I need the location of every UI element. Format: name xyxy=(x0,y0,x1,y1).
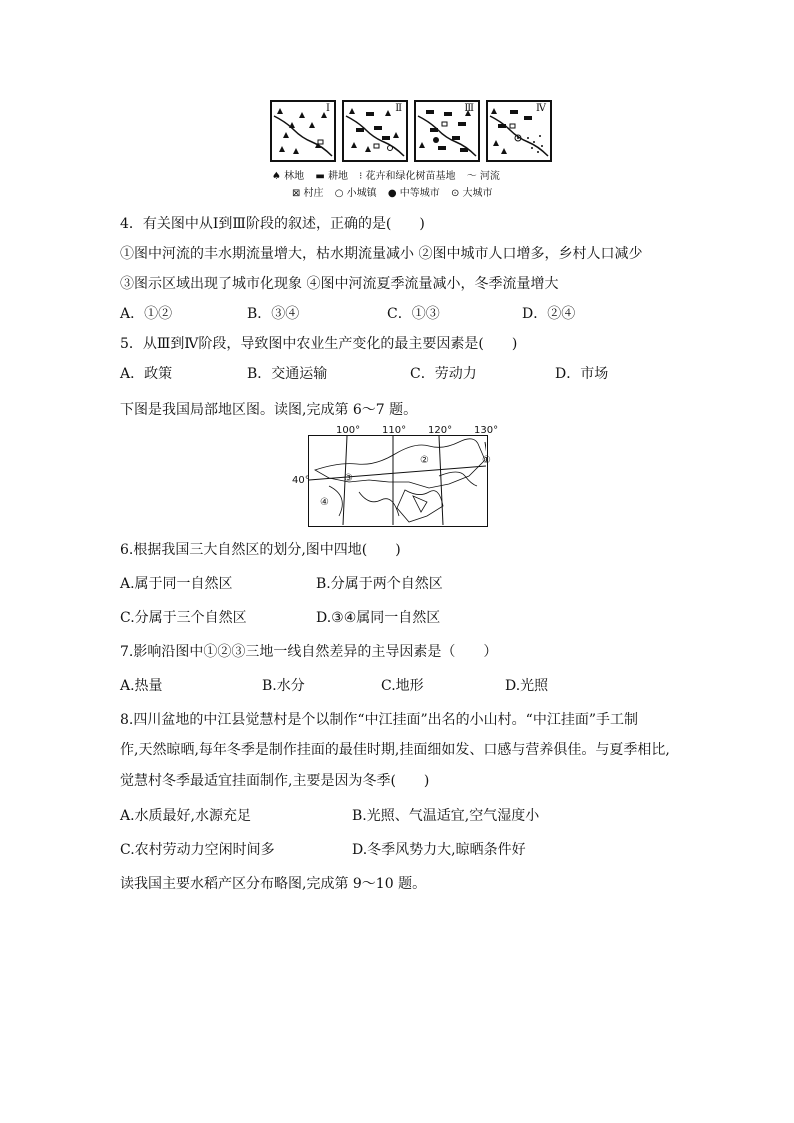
place-2: ② xyxy=(420,455,429,466)
legend-medium-city: ● 中等城市 xyxy=(387,188,440,199)
intro-q6-7: 下图是我国局部地区图。读图,完成第 6～7 题。 xyxy=(120,402,418,418)
panel-label: Ⅰ xyxy=(326,103,330,114)
q7-stem: 7.影响沿图中①②③三地一线自然差异的主导因素是（ ） xyxy=(120,644,498,660)
q5-stem: 5．从Ⅲ到Ⅳ阶段，导致图中农业生产变化的最主要因素是( ) xyxy=(120,336,518,352)
legend-nursery: ⁝ 花卉和绿化树苗基地 xyxy=(359,171,456,182)
longitude-label: 130° xyxy=(474,425,499,436)
legend-small-town: ○ 小城镇 xyxy=(334,188,377,199)
stage-panel-2 xyxy=(342,100,408,162)
legend-row-2 xyxy=(292,184,501,199)
q8-stem-3: 觉慧村冬季最适宜挂面制作,主要是因为冬季( ) xyxy=(120,773,430,789)
legend-row-1 xyxy=(272,167,508,182)
q8-stem-2: 作,天然晾晒,每年冬季是制作挂面的最佳时期,挂面细如发、口感与营养俱佳。与夏季相比, xyxy=(120,742,670,758)
q6-option-a[interactable]: A.属于同一自然区 xyxy=(120,576,233,592)
panel-label: Ⅳ xyxy=(536,103,546,114)
q4-statements-2: ③图示区域出现了城市化现象 ④图中河流夏季流量减小，冬季流量增大 xyxy=(120,276,559,292)
stage-panel-3 xyxy=(414,100,480,162)
china-region-map xyxy=(292,425,502,531)
q6-option-c[interactable]: C.分属于三个自然区 xyxy=(120,610,247,626)
q7-option-b[interactable]: B.水分 xyxy=(262,678,305,694)
place-3: ③ xyxy=(344,473,353,484)
stage-diagram xyxy=(270,100,552,166)
legend-forest: ♠ 林地 xyxy=(272,171,305,182)
stage-panel-1 xyxy=(270,100,336,162)
q5-option-c[interactable]: C．劳动力 xyxy=(410,366,477,382)
q5-option-d[interactable]: D．市场 xyxy=(555,366,609,382)
q6-option-b[interactable]: B.分属于两个自然区 xyxy=(316,576,443,592)
legend-river: 〜 河流 xyxy=(466,171,500,182)
q6-stem: 6.根据我国三大自然区的划分,图中四地( ) xyxy=(120,542,401,558)
legend-farmland: ▬ 耕地 xyxy=(315,171,348,182)
q4-stem: 4．有关图中从Ⅰ到Ⅲ阶段的叙述，正确的是( ) xyxy=(120,216,425,232)
panel-1-drawing xyxy=(272,102,334,160)
q4-option-c[interactable]: C．①③ xyxy=(387,306,440,322)
q8-stem-1: 8.四川盆地的中江县觉慧村是个以制作“中江挂面”出名的小山村。“中江挂面”手工制 xyxy=(120,712,638,728)
q4-option-b[interactable]: B．③④ xyxy=(247,306,300,322)
q8-option-a[interactable]: A.水质最好,水源充足 xyxy=(120,808,252,824)
q4-option-d[interactable]: D．②④ xyxy=(522,306,576,322)
q8-option-b[interactable]: B.光照、气温适宜,空气湿度小 xyxy=(352,808,540,824)
legend-large-city: ⊙ 大城市 xyxy=(450,188,493,199)
place-1: ① xyxy=(482,455,491,466)
q4-option-a[interactable]: A．①② xyxy=(120,306,173,322)
panel-label: Ⅲ xyxy=(464,103,474,114)
map-frame xyxy=(308,435,488,527)
intro-q9-10: 读我国主要水稻产区分布略图,完成第 9～10 题。 xyxy=(120,876,427,892)
stage-panel-4 xyxy=(486,100,552,162)
q8-option-d[interactable]: D.冬季风势力大,晾晒条件好 xyxy=(352,842,526,858)
longitude-label: 120° xyxy=(428,425,453,436)
longitude-label: 110° xyxy=(382,425,407,436)
q5-option-a[interactable]: A．政策 xyxy=(120,366,173,382)
legend-village: ⊠ 村庄 xyxy=(292,188,324,199)
q8-option-c[interactable]: C.农村劳动力空闲时间多 xyxy=(120,842,275,858)
q7-option-a[interactable]: A.热量 xyxy=(120,678,163,694)
q6-option-d[interactable]: D.③④属同一自然区 xyxy=(316,610,441,626)
q5-option-b[interactable]: B．交通运输 xyxy=(247,366,328,382)
q7-option-d[interactable]: D.光照 xyxy=(505,678,549,694)
panel-label: Ⅱ xyxy=(395,103,402,114)
place-4: ④ xyxy=(320,497,329,508)
longitude-label: 100° xyxy=(336,425,361,436)
map-drawing xyxy=(309,436,486,525)
latitude-label: 40° xyxy=(292,475,310,486)
q7-option-c[interactable]: C.地形 xyxy=(381,678,424,694)
q4-statements-1: ①图中河流的丰水期流量增大，枯水期流量减小 ②图中城市人口增多，乡村人口减少 xyxy=(120,246,643,262)
